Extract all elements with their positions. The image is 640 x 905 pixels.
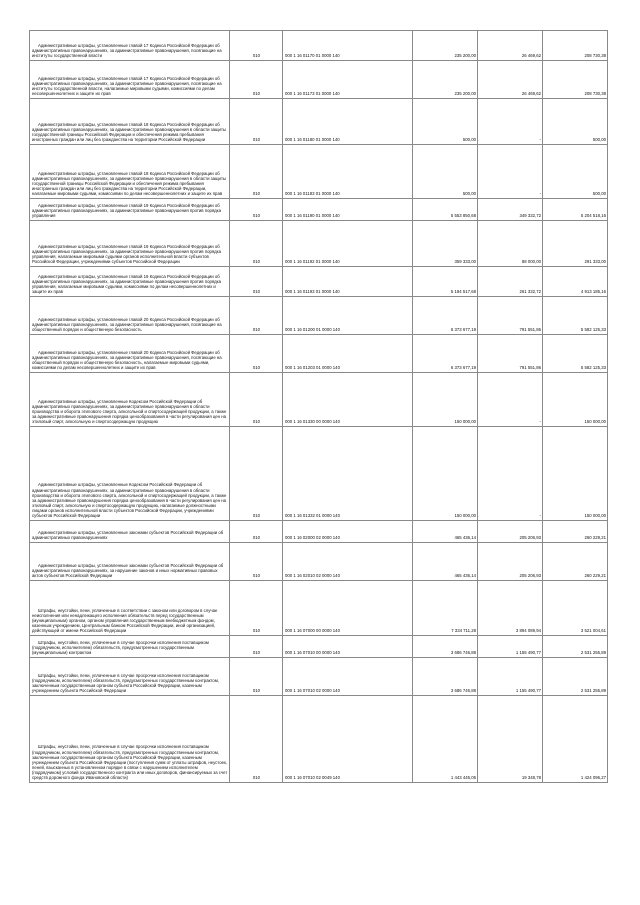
row-kbk-cell: 000 1 16 01200 01 0000 140 [283, 297, 413, 335]
row-line-code-cell: 010 [230, 543, 283, 581]
table-row [30, 581, 608, 636]
table-row [30, 61, 608, 99]
row-unexecuted-cell: 150 000,00 [543, 427, 608, 521]
row-line-code-cell: 010 [230, 31, 283, 61]
revenue-table [29, 30, 608, 783]
row-approved-cell: 235 200,00 [413, 61, 478, 99]
table-row [30, 221, 608, 267]
row-approved-cell: 1 443 445,05 [413, 696, 478, 783]
row-approved-cell: 7 334 711,28 [413, 581, 478, 636]
row-line-code-cell: 010 [230, 581, 283, 636]
row-executed-cell: 791 551,86 [478, 297, 543, 335]
row-line-code-cell: 010 [230, 199, 283, 221]
row-executed-cell: - [478, 145, 543, 199]
row-unexecuted-cell: 208 730,38 [543, 31, 608, 61]
row-kbk-cell: 000 1 16 07010 02 0049 140 [283, 696, 413, 783]
row-kbk-cell: 000 1 16 01180 01 0000 140 [283, 99, 413, 145]
row-executed-cell: 1 155 490,77 [478, 658, 543, 696]
row-unexecuted-cell: 5 582 125,33 [543, 297, 608, 335]
row-line-code-cell: 010 [230, 297, 283, 335]
row-approved-cell: 359 333,00 [413, 221, 478, 267]
row-unexecuted-cell: 2 531 255,89 [543, 658, 608, 696]
table-row [30, 696, 608, 783]
row-name-cell: Административные штрафы, установленные Кодексом Российской Федерации об административных правонарушениях, за административные правонарушения в области производства и оборота этилового спирта, алкогольной и спиртосодержащей продукции, а также за административные правонарушения порядка ценообразования в части регулирования цен на этиловый спирт, алкогольную и спиртосодержащую продукцию [30, 373, 230, 427]
row-line-code-cell: 010 [230, 373, 283, 427]
row-approved-cell: 3 686 746,88 [413, 636, 478, 658]
row-kbk-cell: 000 1 16 01173 01 0000 140 [283, 61, 413, 99]
row-kbk-cell: 000 1 16 01330 00 0000 140 [283, 373, 413, 427]
row-executed-cell: 349 332,72 [478, 199, 543, 221]
row-executed-cell: - [478, 373, 543, 427]
row-executed-cell: 205 206,93 [478, 521, 543, 543]
table-row [30, 636, 608, 658]
row-name-cell: Административные штрафы, установленные главой 19 Кодекса Российской Федерации об административных правонарушениях, за административные правонарушения против порядка управления [30, 199, 230, 221]
row-executed-cell: 26 469,62 [478, 31, 543, 61]
row-line-code-cell: 010 [230, 636, 283, 658]
row-line-code-cell: 010 [230, 335, 283, 373]
row-kbk-cell: 000 1 16 07000 00 0000 140 [283, 581, 413, 636]
table-row [30, 658, 608, 696]
row-line-code-cell: 010 [230, 658, 283, 696]
row-unexecuted-cell: 260 229,21 [543, 521, 608, 543]
row-name-cell: Административные штрафы, установленные законами субъектов Российской Федерации об административных правонарушениях, за нарушение законов и иных нормативных правовых актов субъектов Российской Федерации [30, 543, 230, 581]
row-approved-cell: 500,00 [413, 99, 478, 145]
row-executed-cell: 205 206,93 [478, 543, 543, 581]
row-approved-cell: 465 436,14 [413, 543, 478, 581]
row-kbk-cell: 000 1 16 01183 01 0000 140 [283, 145, 413, 199]
row-name-cell: Административные штрафы, установленные Кодексом Российской Федерации об административных правонарушениях, за административные правонарушения в области производства и оборота этилового спирта, алкогольной и спиртосодержащей продукции, а также за административные правонарушения порядка ценообразования в части регулирования цен на этиловый спирт, алкогольную и спиртосодержащую продукцию, налагаемые должностными лицами органов исполнительной власти субъектов Российской Федерации, учреждениями субъектов Российской Федерации [30, 427, 230, 521]
row-name-cell: Штрафы, неустойки, пени, уплаченные в соответствии с законом или договором в случае неисполнения или ненадлежащего исполнения обязательств перед государственным (муниципальным) органом, органом управления государственным внебюджетным фондом, казенным учреждением, Центральным банком Российской Федерации, иной организацией, действующей от имени Российской Федерации [30, 581, 230, 636]
row-name-cell: Штрафы, неустойки, пени, уплаченные в случае просрочки исполнения поставщиком (подрядчиком, исполнителем) обязательств, предусмотренных государственным (муниципальным) контрактом [30, 636, 230, 658]
row-approved-cell: 6 373 677,19 [413, 297, 478, 335]
table-row [30, 297, 608, 335]
row-unexecuted-cell: 1 424 096,27 [543, 696, 608, 783]
row-unexecuted-cell: 500,00 [543, 99, 608, 145]
row-executed-cell: 88 000,00 [478, 221, 543, 267]
row-approved-cell: 465 436,14 [413, 521, 478, 543]
row-kbk-cell: 000 1 16 07010 02 0000 140 [283, 658, 413, 696]
row-unexecuted-cell: 4 913 185,16 [543, 267, 608, 297]
row-executed-cell: - [478, 99, 543, 145]
row-name-cell: Штрафы, неустойки, пени, уплаченные в случае просрочки исполнения поставщиком (подрядчиком, исполнителем) обязательств, предусмотренных государственным контрактом, заключенным государственным органом субъекта Российской Федерации, казенным учреждением субъекта Российской Федерации [30, 658, 230, 696]
table-row [30, 145, 608, 199]
row-name-cell: Административные штрафы, установленные главой 18 Кодекса Российской Федерации об административных правонарушениях, за административные правонарушения в области защиты государственной границы Российской Федерации и обеспечения режима пребывания иностранных граждан или лиц без гражданства на территории Российской Федерации, налагаемые мировыми судьями, комиссиями по делам несовершеннолетних и защите их прав [30, 145, 230, 199]
row-executed-cell: 26 469,62 [478, 61, 543, 99]
row-unexecuted-cell: 208 730,38 [543, 61, 608, 99]
row-executed-cell: 19 348,78 [478, 696, 543, 783]
row-approved-cell: 3 686 746,88 [413, 658, 478, 696]
row-kbk-cell: 000 1 16 01190 01 0000 140 [283, 199, 413, 221]
table-row [30, 267, 608, 297]
row-line-code-cell: 010 [230, 521, 283, 543]
row-line-code-cell: 010 [230, 427, 283, 521]
row-approved-cell: 150 000,00 [413, 373, 478, 427]
row-name-cell: Административные штрафы, установленные законами субъектов Российской Федерации об административных правонарушениях [30, 521, 230, 543]
row-name-cell: Административные штрафы, установленные главой 17 Кодекса Российской Федерации об административных правонарушениях, за административные правонарушения, посягающие на институты государственной власти [30, 31, 230, 61]
row-approved-cell: 235 200,00 [413, 31, 478, 61]
row-kbk-cell: 000 1 16 01192 01 0000 140 [283, 221, 413, 267]
row-unexecuted-cell: 150 000,00 [543, 373, 608, 427]
row-name-cell: Административные штрафы, установленные главой 19 Кодекса Российской Федерации об административных правонарушениях, за административные правонарушения против порядка управления, налагаемые мировыми судьями органов исполнительной власти субъектов Российской Федерации, учреждениями субъектов Российской Федерации [30, 221, 230, 267]
row-unexecuted-cell: 291 333,00 [543, 221, 608, 267]
row-unexecuted-cell: 2 531 255,89 [543, 636, 608, 658]
row-name-cell: Административные штрафы, установленные главой 19 Кодекса Российской Федерации об административных правонарушениях, за административные правонарушения против порядка управления, налагаемые мировыми судьями, комиссиями по делам несовершеннолетних и защите их прав [30, 267, 230, 297]
row-approved-cell: 5 194 517,68 [413, 267, 478, 297]
row-approved-cell: 150 000,00 [413, 427, 478, 521]
row-line-code-cell: 010 [230, 99, 283, 145]
row-approved-cell: 500,00 [413, 145, 478, 199]
row-executed-cell: 1 155 490,77 [478, 636, 543, 658]
row-line-code-cell: 010 [230, 221, 283, 267]
row-kbk-cell: 000 1 16 02010 02 0000 140 [283, 543, 413, 581]
table-row [30, 199, 608, 221]
row-unexecuted-cell: 5 582 125,33 [543, 335, 608, 373]
table-row [30, 521, 608, 543]
row-unexecuted-cell: 260 229,21 [543, 543, 608, 581]
table-row [30, 373, 608, 427]
row-unexecuted-cell: 5 204 518,16 [543, 199, 608, 221]
row-kbk-cell: 000 1 16 02000 02 0000 140 [283, 521, 413, 543]
row-kbk-cell: 000 1 16 01170 01 0000 140 [283, 31, 413, 61]
row-name-cell: Штрафы, неустойки, пени, уплаченные в случае просрочки исполнения поставщиком (подрядчиком, исполнителем) обязательств, предусмотренных государственным контрактом, заключенным государственным органом субъекта Российской Федерации, казенным учреждением субъекта Российской Федерации (поступления сумм от уплаты штрафов, неустоек, пеней, взысканных в установленном порядке в связи с нарушением исполнителем (подрядчиком) условий государственного контракта или иных договоров, финансируемых за счет средств дорожного фонда Ивановской области) [30, 696, 230, 783]
row-kbk-cell: 000 1 16 01203 01 0000 140 [283, 335, 413, 373]
table-row [30, 335, 608, 373]
row-executed-cell: 791 551,86 [478, 335, 543, 373]
row-kbk-cell: 000 1 16 07010 00 0000 140 [283, 636, 413, 658]
row-name-cell: Административные штрафы, установленные главой 20 Кодекса Российской Федерации об административных правонарушениях, за административные правонарушения, посягающие на общественный порядок и общественную безопасность, налагаемые мировыми судьями, комиссиями по делам несовершеннолетних и защите их прав [30, 335, 230, 373]
row-approved-cell: 5 553 850,68 [413, 199, 478, 221]
table-row [30, 31, 608, 61]
row-executed-cell: 3 894 089,94 [478, 581, 543, 636]
row-name-cell: Административные штрафы, установленные главой 17 Кодекса Российской Федерации об административных правонарушениях, за административные правонарушения, посягающие на институты государственной власти, налагаемые мировыми судьями, комиссиями по делам несовершеннолетних и защите их прав [30, 61, 230, 99]
row-line-code-cell: 010 [230, 145, 283, 199]
row-kbk-cell: 000 1 16 01332 01 0000 140 [283, 427, 413, 521]
row-unexecuted-cell: 500,00 [543, 145, 608, 199]
table-row [30, 543, 608, 581]
row-executed-cell: 261 332,72 [478, 267, 543, 297]
table-row [30, 99, 608, 145]
row-unexecuted-cell: 3 521 004,61 [543, 581, 608, 636]
table-row [30, 427, 608, 521]
row-approved-cell: 6 373 677,19 [413, 335, 478, 373]
row-executed-cell: - [478, 427, 543, 521]
row-kbk-cell: 000 1 16 01193 01 0000 140 [283, 267, 413, 297]
row-name-cell: Административные штрафы, установленные главой 20 Кодекса Российской Федерации об административных правонарушениях, за административные правонарушения, посягающие на общественный порядок и общественную безопасность [30, 297, 230, 335]
row-name-cell: Административные штрафы, установленные главой 18 Кодекса Российской Федерации об административных правонарушениях, за административные правонарушения в области защиты государственной границы Российской Федерации и обеспечения режима пребывания иностранных граждан или лиц без гражданства на территории Российской Федерации [30, 99, 230, 145]
row-line-code-cell: 010 [230, 61, 283, 99]
row-line-code-cell: 010 [230, 696, 283, 783]
row-line-code-cell: 010 [230, 267, 283, 297]
